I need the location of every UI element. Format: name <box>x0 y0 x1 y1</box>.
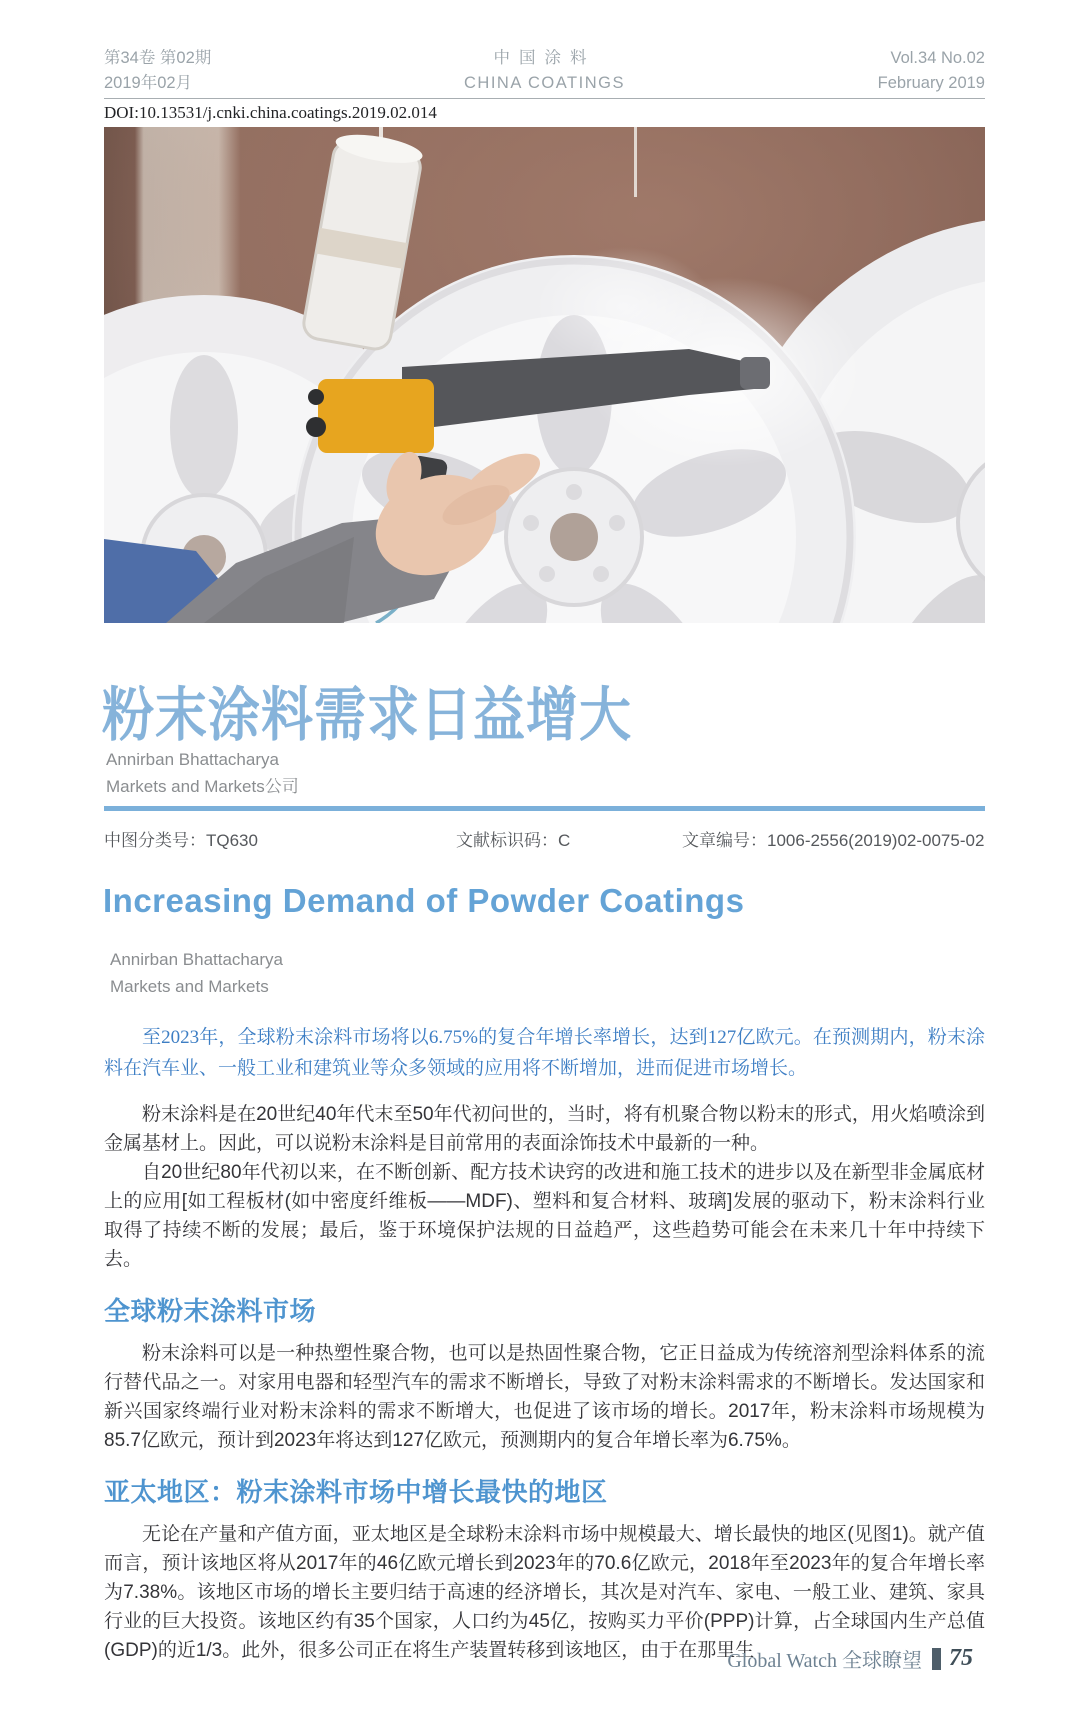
gun-nozzle <box>740 357 770 389</box>
journal-name-zh: 中国涂料 <box>493 49 596 67</box>
journal-name-en: CHINA COATINGS <box>464 74 625 92</box>
issue-date-en: February 2019 <box>877 74 985 92</box>
author-block-en <box>110 946 283 1000</box>
section-heading-apac: 亚太地区：粉末涂料市场中增长最快的地区 <box>104 1477 608 1507</box>
author-name: Annirban Bhattacharya <box>106 750 279 769</box>
issue-date-zh: 2019年02月 <box>104 74 193 92</box>
header-journal-name <box>464 46 625 96</box>
volume-issue: 第34卷 第02期 <box>104 49 212 67</box>
footer-bar <box>932 1648 941 1670</box>
meta-doc-code: 文献标识码：C <box>456 831 571 850</box>
abstract: 至2023年，全球粉末涂料市场将以6.75%的复合年增长率增长，达到127亿欧元。在预测期内，粉末涂料在汽车业、一般工业和建筑业等众多领域的应用将不断增加，进而促进市场增长。 <box>104 1027 985 1079</box>
gun-body-yellow <box>318 379 434 453</box>
journal-header <box>104 46 985 96</box>
volume-issue-en: Vol.34 No.02 <box>890 49 985 67</box>
meta-divider <box>104 806 985 811</box>
hanger-rod <box>634 127 637 197</box>
header-issue-info-en <box>878 46 985 96</box>
meta-clc: 中图分类号：TQ630 <box>104 831 258 850</box>
powder-coating-photo-illustration <box>104 127 985 623</box>
page-footer <box>727 1644 973 1673</box>
section-paragraph: 粉末涂料可以是一种热塑性聚合物，也可以是热固性聚合物，它正日益成为传统溶剂型涂料体系的流行替代品之一。对家用电器和轻型汽车的需求不断增长，导致了对粉末涂料需求的不断增长。发达国家和新兴国家终端行业对粉末涂料的需求不断增大，也促进了该市场的增长。2017年，粉末涂料市场规模为85.7亿欧元，预计到2023年将达到127亿欧元，预测期内的复合年增长率为6.75%。 <box>104 1343 985 1451</box>
header-divider <box>104 98 985 99</box>
section-paragraph: 无论在产量和产值方面，亚太地区是全球粉末涂料市场中规模最大、增长最快的地区(见图1)。就产值而言，预计该地区将从2017年的46亿欧元增长到2023年的70.6亿欧元，2018年至2023年的复合年增长率为7.38%。该地区市场的增长主要归结于高速的经济增长，其次是对汽车、家电、一般工业、建筑、家具行业的巨大投资。该地区约有35个国家，人口约为45亿，按购买力平价(PPP)计算，占全球国内生产总值(GDP)的近1/3。此外，很多公司正在将生产装置转移到该地区，由于在那里生 <box>104 1524 985 1661</box>
article-title-zh: 粉末涂料需求日益增大 <box>102 683 633 749</box>
article-title-en: Increasing Demand of Powder Coatings <box>103 882 745 919</box>
meta-row <box>104 826 985 851</box>
doi: DOI:10.13531/j.cnki.china.coatings.2019.02.014 <box>104 103 437 122</box>
page-number: 75 <box>949 1645 973 1671</box>
intro-paragraph: 自20世纪80年代初以来，在不断创新、配方技术诀窍的改进和施工技术的进步以及在新型非金属底材上的应用[如工程板材(如中密度纤维板——MDF)、塑料和复合材料、玻璃]发展的驱动下，粉末涂料行业取得了持续不断的发展；最后，鉴于环境保护法规的日益趋严，这些趋势可能会在未来几十年中持续下去。 <box>104 1162 985 1270</box>
author-block-zh <box>106 746 299 800</box>
section-heading-global-market: 全球粉末涂料市场 <box>104 1296 317 1326</box>
author-name-en: Annirban Bhattacharya <box>110 950 283 969</box>
article-body <box>104 1100 985 1665</box>
author-affiliation-en: Markets and Markets <box>110 977 269 996</box>
meta-article-id: 文章编号：1006-2556(2019)02-0075-02 <box>682 831 985 850</box>
article-photo <box>104 127 985 623</box>
header-issue-info <box>104 46 211 96</box>
author-affiliation-zh: Markets and Markets公司 <box>106 777 299 796</box>
footer-column-label: Global Watch 全球瞭望 <box>727 1650 922 1672</box>
intro-paragraph: 粉末涂料是在20世纪40年代末至50年代初问世的，当时，将有机聚合物以粉末的形式，用火焰喷涂到金属基材上。因此，可以说粉末涂料是目前常用的表面涂饰技术中最新的一种。 <box>104 1104 985 1154</box>
